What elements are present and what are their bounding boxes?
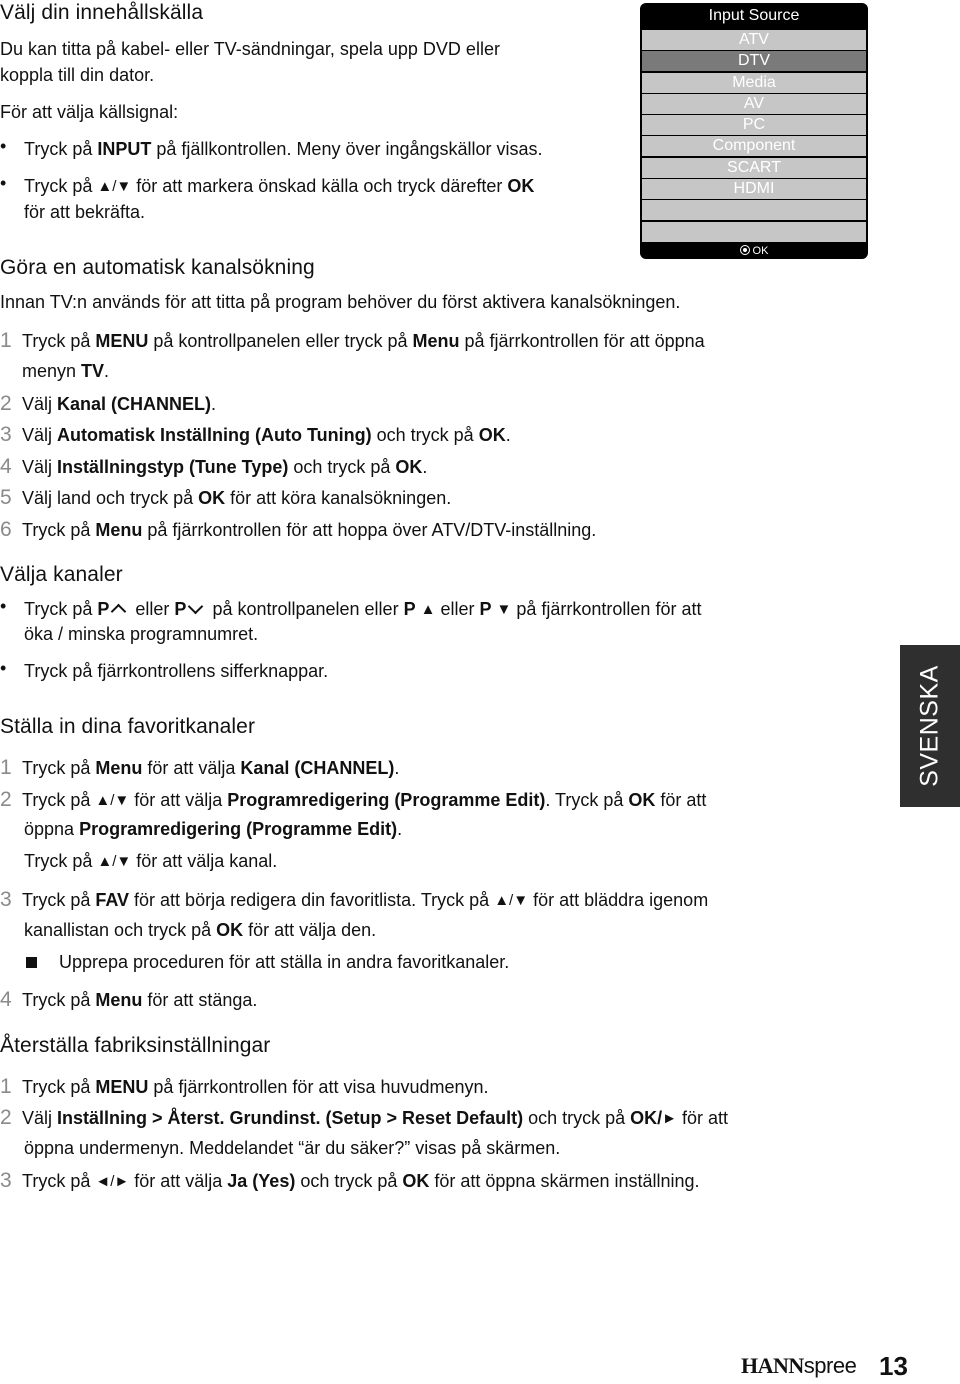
step-3: 3 Välj Automatisk Inställning (Auto Tuning) och tryck på OK. xyxy=(0,423,511,446)
menu-item-pc[interactable]: PC xyxy=(642,115,866,135)
menu-footer: OK xyxy=(640,243,868,259)
reset-step-2-line-2: öppna undermenyn. Meddelandet “är du säker?” visas på skärmen. xyxy=(24,1138,561,1158)
menu-item-media[interactable]: Media xyxy=(642,73,866,93)
bullet-mark: • xyxy=(0,136,7,156)
up-down-arrows-icon: ▲/▼ xyxy=(494,892,529,909)
input-source-menu xyxy=(640,3,868,259)
fav-step-4: 4 Tryck på Menu för att stänga. xyxy=(0,988,258,1011)
up-down-arrows-icon: ▲/▼ xyxy=(97,853,132,870)
fav-step-3: 3 Tryck på FAV för att börja redigera din favoritlista. Tryck på ▲/▼ för att bläddra igenom xyxy=(0,888,709,911)
intro-line-3: För att välja källsignal: xyxy=(0,102,179,122)
bullet-mark: • xyxy=(0,596,7,616)
bullet-number-keys: Tryck på fjärrkontrollens sifferknappar. xyxy=(24,661,329,681)
brand-logo: HANNspree xyxy=(741,1353,857,1378)
section-title-select-channels: Välja kanaler xyxy=(0,563,123,586)
reset-step-2: 2 Välj Inställning > Återst. Grundinst. (Setup > Reset Default) och tryck på OK/► för att xyxy=(0,1106,729,1129)
menu-item-atv[interactable]: ATV xyxy=(642,30,866,50)
language-tab-label: SVENSKA xyxy=(915,665,944,787)
menu-item-empty xyxy=(642,200,866,220)
step-5: 5 Välj land och tryck på OK för att köra kanalsökningen. xyxy=(0,486,452,509)
step-4: 4 Välj Inställningstyp (Tune Type) och tryck på OK. xyxy=(0,455,428,478)
left-right-arrows-icon: ◄/► xyxy=(95,1173,130,1190)
page-number: 13 xyxy=(879,1351,908,1381)
bullet-program-up-down: Tryck på P eller P på kontrollpanelen eller P ▲ eller P ▼ på fjärrkontrollen för att xyxy=(24,596,701,624)
input-source-list xyxy=(642,30,866,243)
menu-item-empty xyxy=(642,222,866,242)
bullet-select-source-line-2: för att bekräfta. xyxy=(24,202,146,222)
menu-item-dtv[interactable]: DTV xyxy=(642,51,866,71)
intro-line-1: Du kan titta på kabel- eller TV-sändningar, spela upp DVD eller xyxy=(0,39,500,59)
bullet-press-input: Tryck på INPUT på fjällkontrollen. Meny över ingångskällor visas. xyxy=(24,139,543,159)
up-down-arrows-icon: ▲/▼ xyxy=(95,792,130,809)
section-title-input-source: Välj din innehållskälla xyxy=(0,1,204,24)
step-6: 6 Tryck på Menu på fjärrkontrollen för att hoppa över ATV/DTV-inställning. xyxy=(0,518,597,541)
triangle-up-icon: ▲ xyxy=(420,601,436,618)
section-title-favorites: Ställa in dina favoritkanaler xyxy=(0,715,256,738)
chevron-up-icon xyxy=(111,604,127,620)
fav-step-3-line-2: kanallistan och tryck på OK för att välja den. xyxy=(24,920,377,940)
auto-tuning-intro: Innan TV:n används för att titta på program behöver du först aktivera kanalsökningen. xyxy=(0,292,681,312)
square-bullet-icon xyxy=(26,957,37,968)
triangle-down-icon: ▼ xyxy=(496,601,512,618)
language-tab xyxy=(900,645,960,807)
bullet-mark: • xyxy=(0,658,7,678)
section-title-auto-tuning: Göra en automatisk kanalsökning xyxy=(0,256,315,279)
fav-step-1: 1 Tryck på Menu för att välja Kanal (CHANNEL). xyxy=(0,756,400,779)
chevron-down-icon xyxy=(188,599,204,615)
section-title-factory-reset: Återställa fabriksinställningar xyxy=(0,1034,271,1057)
bullet-program-up-down-line-2: öka / minska programnumret. xyxy=(24,624,259,644)
menu-item-component[interactable]: Component xyxy=(642,136,866,156)
fav-step-2: 2 Tryck på ▲/▼ för att välja Programredigering (Programme Edit). Tryck på OK för att xyxy=(0,788,707,811)
ok-button-icon xyxy=(740,245,750,255)
menu-item-av[interactable]: AV xyxy=(642,94,866,114)
input-source-menu-title: Input Source xyxy=(708,7,800,24)
step-1: 1 Tryck på MENU på kontrollpanelen eller tryck på Menu på fjärrkontrollen för att öppna xyxy=(0,329,705,352)
menu-item-hdmi[interactable]: HDMI xyxy=(642,179,866,199)
step-1-line-2: menyn TV. xyxy=(22,361,110,381)
intro-line-2: koppla till din dator. xyxy=(0,65,155,85)
fav-step-2-line-2: öppna Programredigering (Programme Edit). xyxy=(24,819,403,839)
fav-step-2-line-3: Tryck på ▲/▼ för att välja kanal. xyxy=(24,851,278,871)
reset-step-1: 1 Tryck på MENU på fjärrkontrollen för att visa huvudmenyn. xyxy=(0,1075,489,1098)
menu-item-scart[interactable]: SCART xyxy=(642,158,866,178)
up-down-arrows-icon: ▲/▼ xyxy=(97,178,132,195)
fav-step-3-note: Upprepa proceduren för att ställa in andra favoritkanaler. xyxy=(26,952,509,973)
step-2: 2 Välj Kanal (CHANNEL). xyxy=(0,392,217,415)
bullet-mark: • xyxy=(0,173,7,193)
bullet-select-source: Tryck på ▲/▼ för att markera önskad källa och tryck därefter OK xyxy=(24,173,534,201)
reset-step-3: 3 Tryck på ◄/► för att välja Ja (Yes) och tryck på OK för att öppna skärmen inställning. xyxy=(0,1169,700,1192)
triangle-right-icon: ► xyxy=(662,1110,677,1127)
